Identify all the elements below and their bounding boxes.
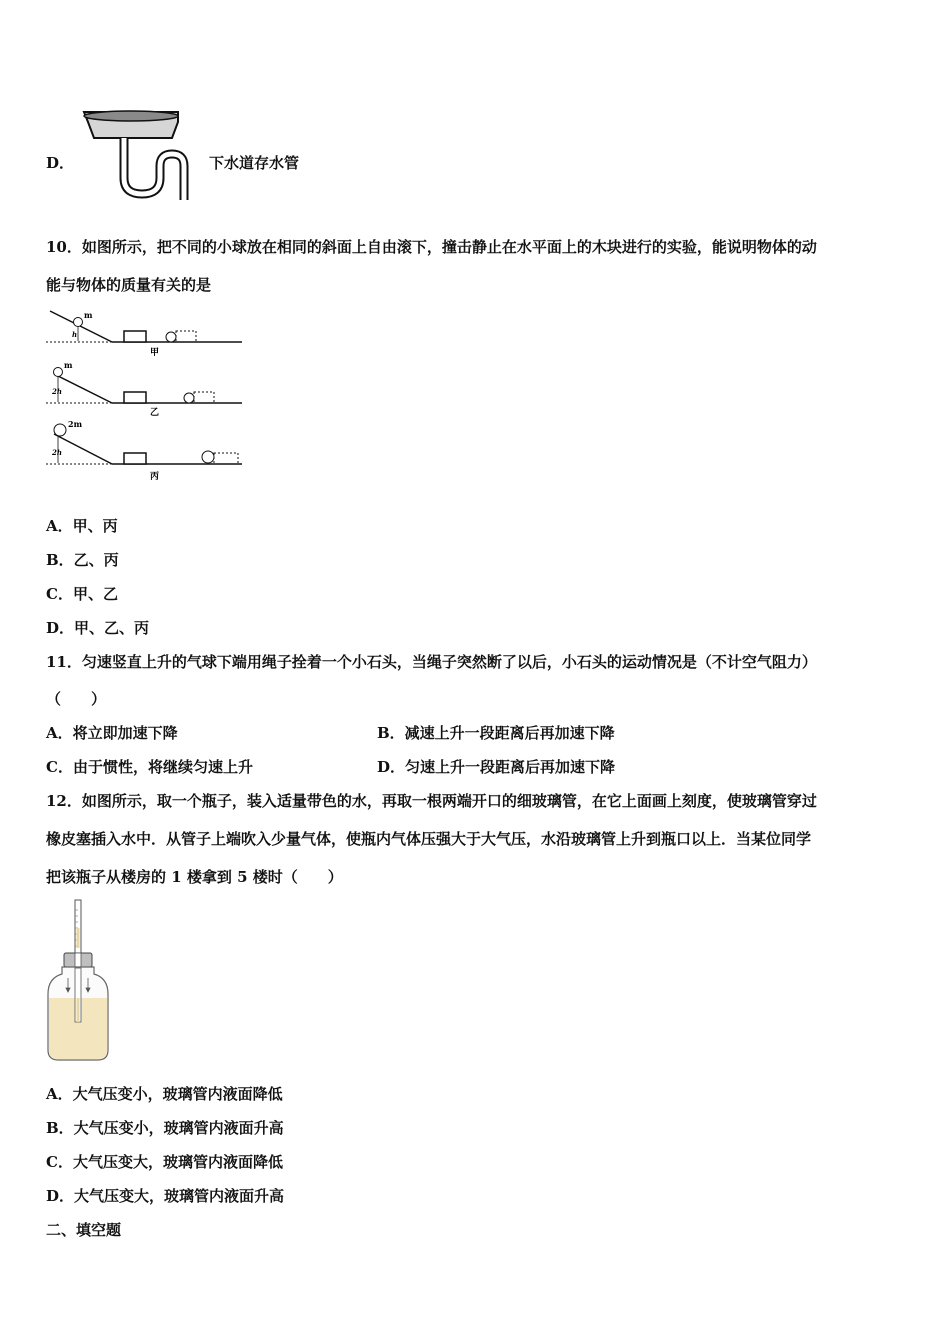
q12-bottle-figure [44,898,114,1064]
q9-option-d-label: D． [46,154,75,172]
q10-height-bing: 2h [52,448,62,457]
q10-stem-line2: 能与物体的质量有关的是 [46,276,212,294]
q12-option-a: A．大气压变小，玻璃管内液面降低 [46,1085,283,1103]
q10-panel-bing [46,419,242,482]
q11-option-c: C．由于惯性，将继续匀速上升 [46,758,253,776]
q10-option-b: B．乙、丙 [46,551,119,569]
q12-stem-line3: 把该瓶子从楼房的 1 楼拿到 5 楼时（ ） [46,868,343,886]
q10-ball-yi [54,368,63,377]
section-title: 二、填空题 [46,1221,122,1239]
q11-option-b: B．减速上升一段距离后再加速下降 [377,724,615,742]
q10-block-jia [124,331,146,342]
drain-trap-figure [80,108,202,200]
q10-caption-jia: 甲 [150,348,160,358]
q10-mass-jia: m [84,310,93,320]
q9-option-d-text: 下水道存水管 [209,154,300,172]
q10-option-d: D．甲、乙、丙 [46,619,150,637]
q11-option-d: D．匀速上升一段距离后再加速下降 [377,758,616,776]
q10-option-a: A．甲、丙 [46,517,118,535]
q12-option-c: C．大气压变大，玻璃管内液面降低 [46,1153,283,1171]
q10-block-yi [124,392,146,403]
sink-rim [84,111,178,121]
q10-height-jia: h [72,330,78,339]
q10-block-bing [124,453,146,464]
q12-option-d: D．大气压变大，玻璃管内液面升高 [46,1187,285,1205]
q10-stem-line1: 10．如图所示，把不同的小球放在相同的斜面上自由滚下，撞击静止在水平面上的木块进行的实验，能说明物体的动 [46,238,817,256]
q11-stem-line1: 11．匀速竖直上升的气球下端用绳子拴着一个小石头，当绳子突然断了以后，小石头的运动情况是（不计空气阻力） [46,653,817,671]
q10-panel-yi [46,360,242,418]
q12-option-b: B．大气压变小，玻璃管内液面升高 [46,1119,284,1137]
q10-mass-bing: 2m [68,419,83,429]
q10-option-c: C．甲、乙 [46,585,118,603]
q12-stem-line1: 12．如图所示，取一个瓶子，装入适量带色的水，再取一根两端开口的细玻璃管，在它上面画上刻度，使玻璃管穿过 [46,792,817,810]
q10-caption-yi: 乙 [150,408,160,418]
q10-height-yi: 2h [52,387,62,396]
q10-caption-bing: 丙 [150,472,160,482]
q12-stem-line2: 橡皮塞插入水中．从管子上端吹入少量气体，使瓶内气体压强大于大气压，水沿玻璃管上升到瓶口以上．当某位同学 [46,830,812,848]
q10-figure [44,308,244,483]
q10-ball-bing [54,424,66,436]
q10-panel-jia [46,310,242,358]
q11-option-a: A．将立即加速下降 [46,724,178,742]
q11-stem-line2: （ ） [46,690,107,708]
q10-mass-yi: m [64,360,73,370]
q10-ball-jia [74,318,83,327]
